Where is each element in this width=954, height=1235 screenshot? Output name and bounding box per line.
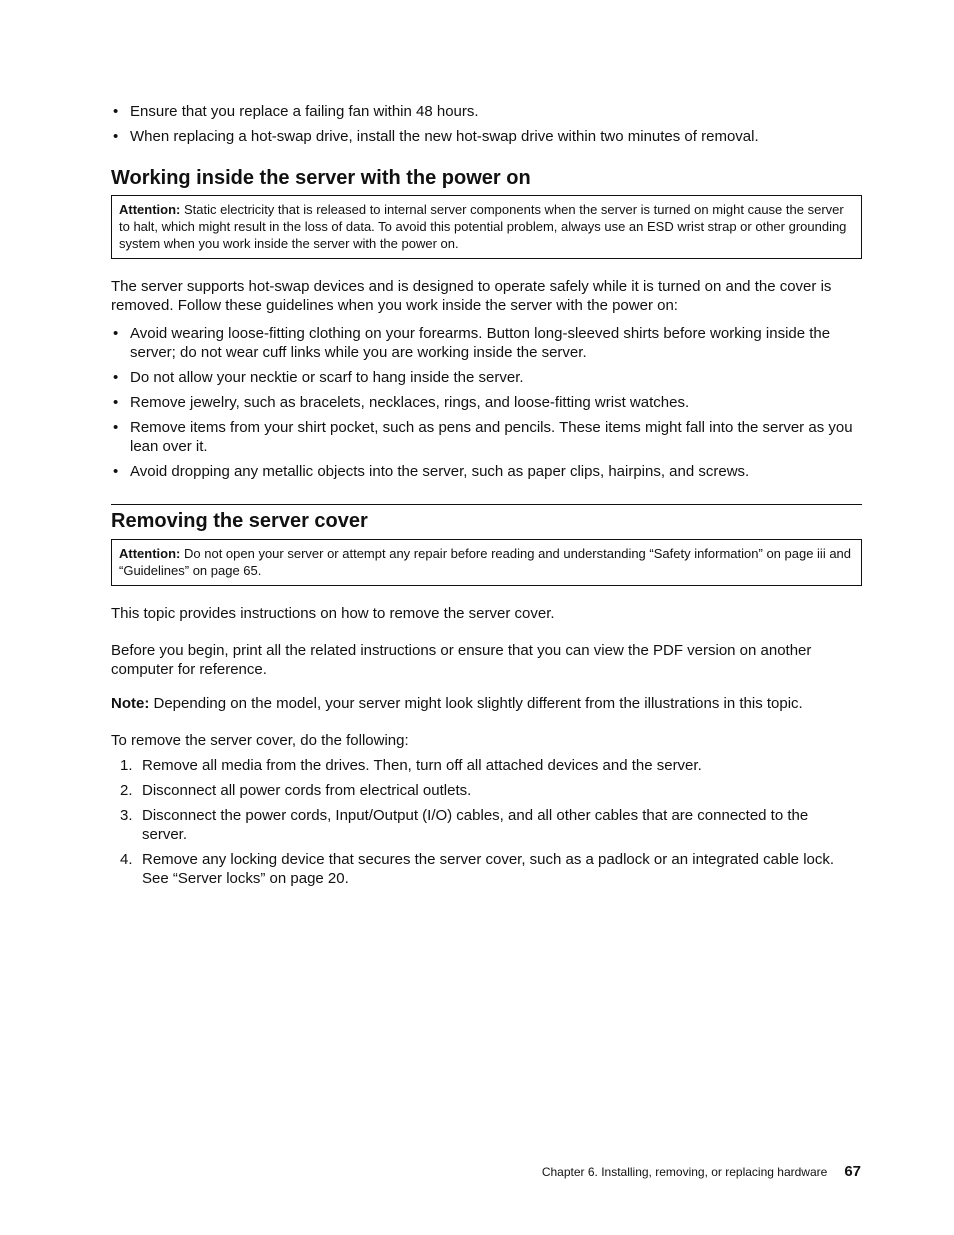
section-title-removing-cover: Removing the server cover [111, 510, 368, 532]
page-footer [542, 1163, 861, 1180]
step-text: Disconnect all power cords from electrical outlets. [142, 782, 472, 799]
section-divider [111, 504, 862, 505]
section-title-working-inside: Working inside the server with the power on [111, 167, 531, 189]
note-label: Note: [111, 695, 150, 712]
attention-box [111, 539, 862, 586]
step-text: Disconnect the power cords, Input/Output (I/O) cables, and all other cables that are connected to the server. [142, 807, 809, 843]
steps-list [111, 756, 851, 894]
step-number: 3. [120, 807, 133, 824]
attention-box [111, 195, 862, 259]
step-number: 1. [120, 757, 133, 774]
guideline-bullet-list [111, 324, 862, 487]
attention-label: Attention: [119, 546, 181, 561]
intro-paragraph: The server supports hot-swap devices and is designed to operate safely while it is turned on and the cover is removed. Follow these guidelines when you work inside the server with the power on: [111, 278, 832, 314]
list-item: • Ensure that you replace a failing fan within 48 hours. [111, 102, 862, 121]
attention-label: Attention: [119, 202, 181, 217]
attention-text: Static electricity that is released to internal server components when the server is turned on might cause the server to halt, which might result in the loss of data. To avoid this potential problem, always use an ESD wrist strap or other grounding system when you work inside the server with the power on. [119, 202, 847, 251]
list-item [111, 781, 851, 800]
top-bullet-list [111, 102, 862, 152]
chapter-title: Chapter 6. Installing, removing, or replacing hardware [541, 1165, 828, 1179]
list-item [111, 806, 851, 844]
topic-paragraph: This topic provides instructions on how to remove the server cover. [111, 605, 555, 622]
list-item: • Remove jewelry, such as bracelets, necklaces, rings, and loose-fitting wrist watches. [111, 393, 862, 412]
before-you-begin-paragraph: Before you begin, print all the related instructions or ensure that you can view the PDF version on another computer for reference. [111, 642, 812, 678]
list-item [111, 850, 851, 888]
steps-intro: To remove the server cover, do the following: [111, 732, 409, 749]
list-item: • Remove items from your shirt pocket, such as pens and pencils. These items might fall into the server as you lean over it. [111, 418, 862, 456]
note-text: Depending on the model, your server might look slightly different from the illustrations in this topic. [153, 695, 803, 712]
attention-text: Do not open your server or attempt any repair before reading and understanding “Safety information” on page iii and “Guidelines” on page 65. [119, 546, 852, 578]
note-paragraph [111, 694, 862, 713]
step-number: 2. [120, 782, 133, 799]
list-item: • Avoid wearing loose-fitting clothing on your forearms. Button long-sleeved shirts before working inside the server; do not wear cuff links while you are working inside the server. [111, 324, 862, 362]
list-item: • When replacing a hot-swap drive, install the new hot-swap drive within two minutes of removal. [111, 127, 862, 146]
page-number: 67 [844, 1163, 861, 1180]
list-item: • Avoid dropping any metallic objects into the server, such as paper clips, hairpins, and screws. [111, 462, 862, 481]
step-text: Remove all media from the drives. Then, turn off all attached devices and the server. [142, 757, 702, 774]
list-item: • Do not allow your necktie or scarf to hang inside the server. [111, 368, 862, 387]
step-number: 4. [120, 851, 133, 868]
step-text: Remove any locking device that secures the server cover, such as a padlock or an integrated cable lock. See “Server locks” on page 20. [142, 851, 835, 887]
list-item [111, 756, 851, 775]
